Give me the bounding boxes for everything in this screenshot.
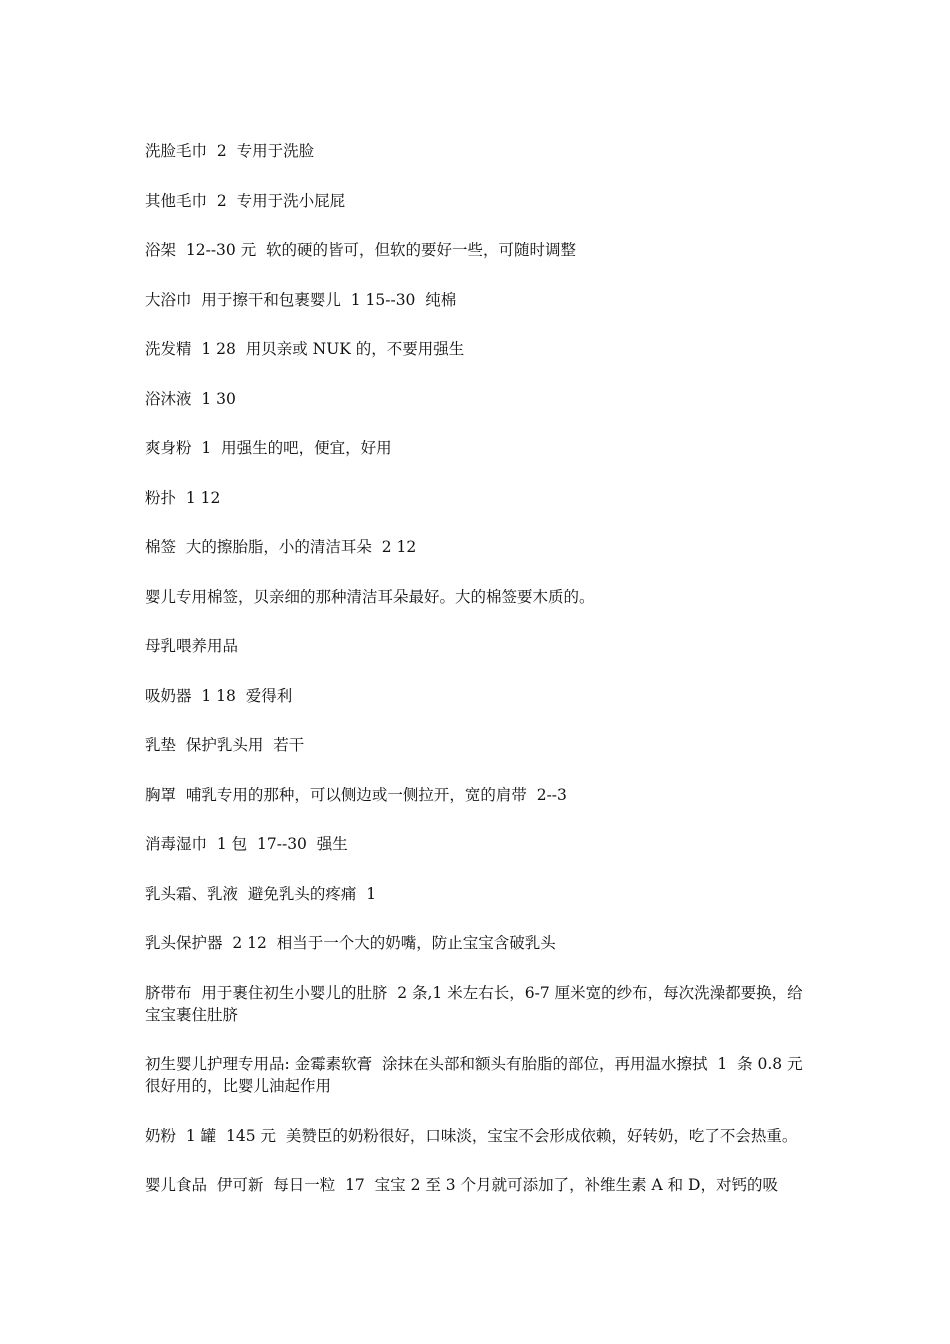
paragraph-bath-towel: 大浴巾 用于擦干和包裹婴儿 1 15--30 纯棉: [145, 290, 457, 309]
paragraph-baby-food: 婴儿食品 伊可新 每日一粒 17 宝宝 2 至 3 个月就可添加了，补维生素 A 和 D，对钙的吸: [145, 1176, 778, 1194]
paragraph-nursing-bra: 胸罩 哺乳专用的那种，可以侧边或一侧拉开，宽的肩带 2--3: [145, 785, 567, 804]
section-heading-breastfeeding: 母乳喂养用品: [145, 637, 239, 655]
document-page: [145, 140, 817, 1224]
paragraph-cotton-swab: 棉签 大的擦胎脂，小的清洁耳朵 2 12: [145, 538, 417, 556]
paragraph-breast-pump: 吸奶器 1 18 爱得利: [145, 686, 293, 705]
paragraph-body-wash: 浴沐液 1 30: [145, 389, 236, 408]
paragraph-nipple-cream: 乳头霜、乳液 避免乳头的疼痛 1: [145, 884, 377, 903]
paragraph-powder-puff: 粉扑 1 12: [145, 488, 221, 507]
paragraph-shampoo: 洗发精 1 28 用贝亲或 NUK 的，不要用强生: [145, 340, 465, 358]
paragraph-wet-wipes: 消毒湿巾 1 包 17--30 强生: [145, 835, 348, 853]
paragraph-powder: 爽身粉 1 用强生的吧，便宜，好用: [145, 439, 392, 457]
paragraph-baby-swab: 婴儿专用棉签，贝亲细的那种清洁耳朵最好。大的棉签要木质的。: [145, 587, 595, 606]
paragraph-face-towel: 洗脸毛巾 2 专用于洗脸: [145, 142, 315, 160]
paragraph-bath-rack: 浴架 12--30 元 软的硬的皆可，但软的要好一些，可随时调整: [145, 241, 577, 259]
paragraph-formula: 奶粉 1 罐 145 元 美赞臣的奶粉很好，口味淡，宝宝不会形成依赖，好转奶，吃了不会热重。: [145, 1126, 798, 1145]
paragraph-breast-pad: 乳垫 保护乳头用 若干: [145, 736, 305, 754]
paragraph-nipple-shield: 乳头保护器 2 12 相当于一个大的奶嘴，防止宝宝含破乳头: [145, 934, 556, 952]
paragraph-other-towel: 其他毛巾 2 专用于洗小屁屁: [145, 191, 346, 210]
paragraph-umbilical-cloth: 脐带布 用于裹住初生小婴儿的肚脐 2 条,1 米左右长，6-7 厘米宽的纱布，每次洗澡都要换，给宝宝裹住肚脐: [145, 983, 803, 1024]
paragraph-newborn-care: 初生婴儿护理专用品: 金霉素软膏 涂抹在头部和额头有胎脂的部位，再用温水擦拭 1 条 0.8 元 很好用的，比婴儿油起作用: [145, 1055, 813, 1095]
